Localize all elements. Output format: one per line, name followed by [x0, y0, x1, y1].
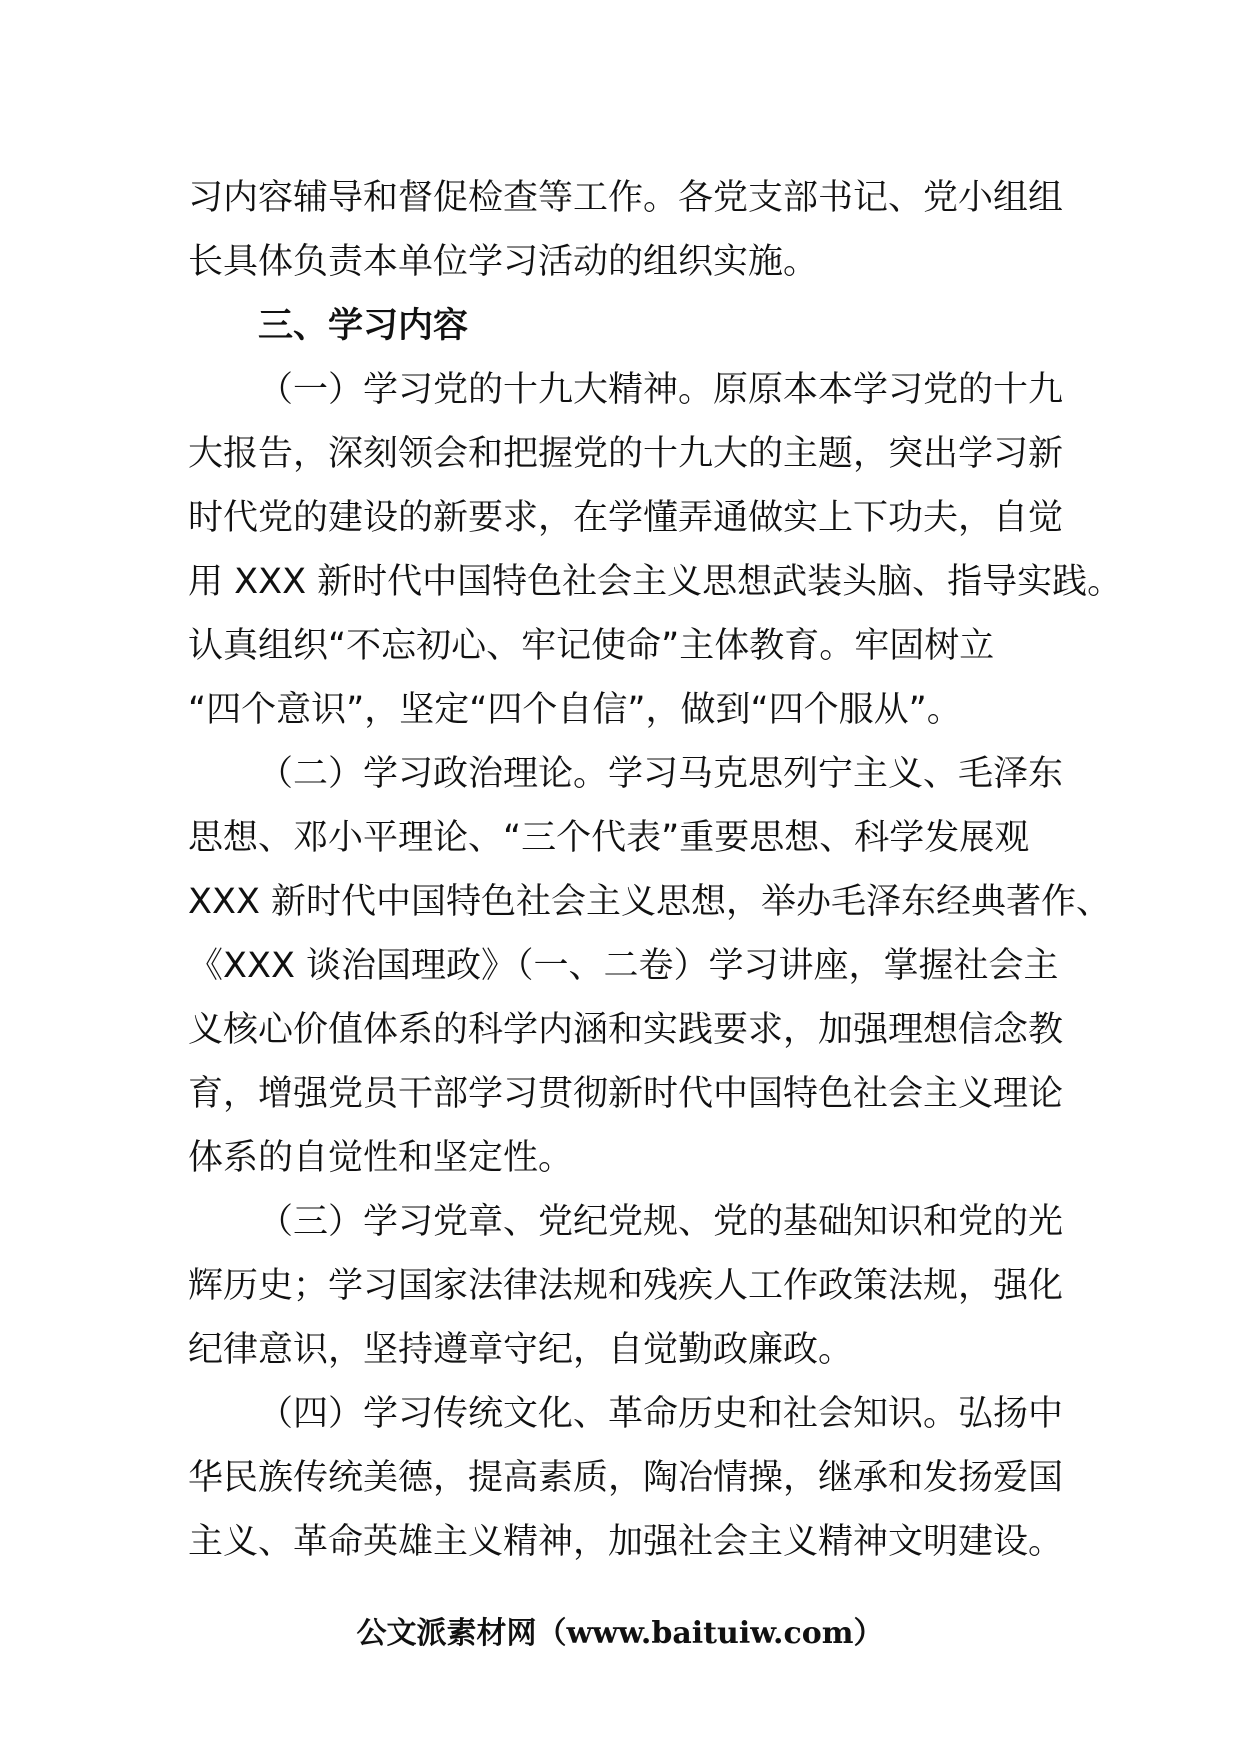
text-line: 主义、革命英雄主义精神，加强社会主义精神文明建设。: [188, 1522, 1064, 1562]
text-line: “四个意识”，坚定“四个自信”，做到“四个服从”。: [188, 690, 962, 730]
text-line: 义核心价值体系的科学内涵和实践要求，加强理想信念教: [188, 1010, 1064, 1050]
text-line: 大报告，深刻领会和把握党的十九大的主题，突出学习新: [188, 434, 1064, 474]
text-line: 思想、邓小平理论、“三个代表”重要思想、科学发展观: [188, 818, 1030, 858]
text-line: 长具体负责本单位学习活动的组织实施。: [188, 242, 819, 282]
text-line: 育，增强党员干部学习贯彻新时代中国特色社会主义理论: [188, 1074, 1064, 1114]
text-line: 辉历史；学习国家法律法规和残疾人工作政策法规，强化: [188, 1266, 1064, 1306]
text-line: （三）学习党章、党纪党规、党的基础知识和党的光: [258, 1202, 1064, 1242]
text-line: 《XXX 谈治国理政》（一、二卷）学习讲座，掌握社会主: [188, 946, 1059, 986]
text-line: 体系的自觉性和坚定性。: [188, 1138, 574, 1178]
footer-watermark: 公文派素材网（www.baituiw.com）: [356, 1616, 884, 1651]
text-line: （二）学习政治理论。学习马克思列宁主义、毛泽东: [258, 754, 1064, 794]
text-line: 习内容辅导和督促检查等工作。各党支部书记、党小组组: [188, 178, 1064, 218]
text-line: 认真组织“不忘初心、牢记使命”主体教育。牢固树立: [188, 626, 995, 666]
text-line: 用 XXX 新时代中国特色社会主义思想武装头脑、指导实践。: [188, 562, 1123, 602]
text-line: XXX 新时代中国特色社会主义思想，举办毛泽东经典著作、: [188, 882, 1112, 922]
text-line: （一）学习党的十九大精神。原原本本学习党的十九: [258, 370, 1064, 410]
section-heading: 三、学习内容: [258, 306, 469, 346]
text-line: 纪律意识，坚持遵章守纪，自觉勤政廉政。: [188, 1330, 854, 1370]
text-line: 华民族传统美德，提高素质，陶冶情操，继承和发扬爱国: [188, 1458, 1064, 1498]
text-line: 时代党的建设的新要求，在学懂弄通做实上下功夫，自觉: [188, 498, 1064, 538]
body-text: [188, 166, 1123, 1574]
text-line: （四）学习传统文化、革命历史和社会知识。弘扬中: [258, 1394, 1064, 1434]
